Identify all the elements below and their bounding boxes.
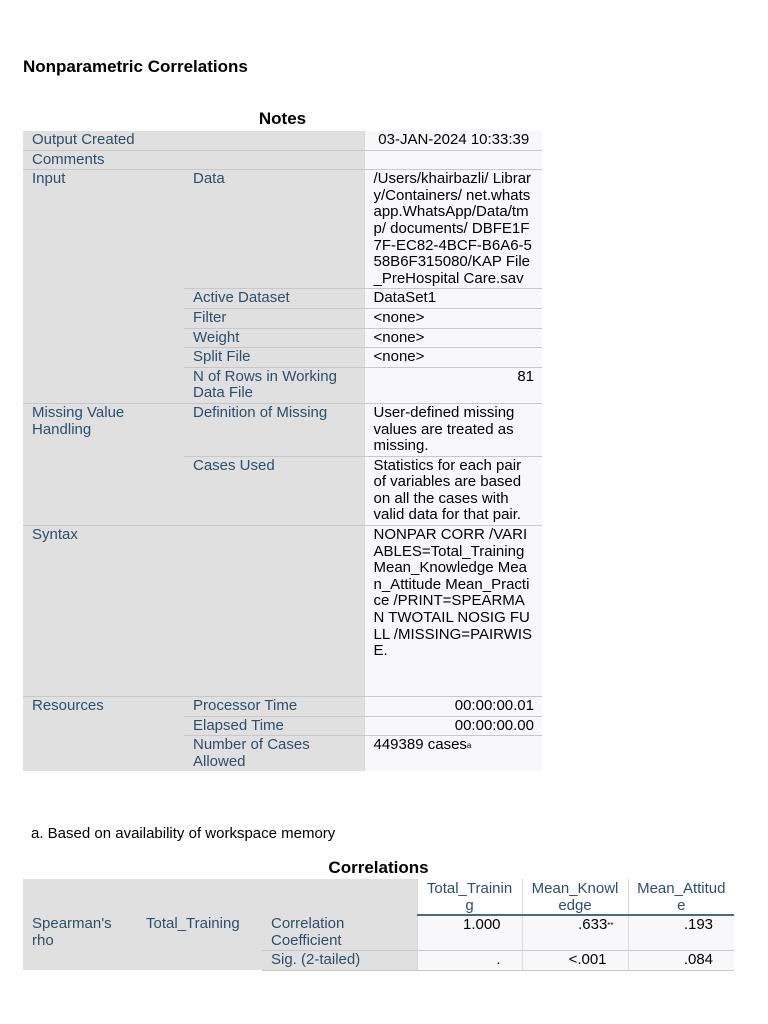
row-variable-label: Total_Training [137,915,262,970]
row-group-label: Spearman's rho [23,915,137,970]
table-row [23,131,542,150]
correlation-value: 1.000 [417,915,522,951]
correlation-value-text: .633 [578,916,608,934]
input-label: Input [23,170,184,404]
table-row [23,403,542,456]
elapsed-time-value: 00:00:00.00 [364,716,542,736]
output-created-label: Output Created [23,131,364,150]
correlations-table-title: Correlations [328,858,429,877]
correlation-value [522,915,628,951]
table-row [23,526,542,697]
processor-time-value: 00:00:00.01 [364,697,542,717]
n-rows-label: N of Rows in Working Data File [184,367,364,403]
filter-value: <none> [364,308,542,328]
data-label: Data [184,170,364,289]
weight-label: Weight [184,328,364,348]
syntax-label: Syntax [23,526,364,697]
correlation-value: .193 [628,915,734,951]
cases-used-label: Cases Used [184,456,364,525]
syntax-value: NONPAR CORR /VARIABLES=Total_Training Mean_Knowledge Mean_Attitude Mean_Practice /PRINT=SPEARMAN TWOTAIL NOSIG FULL /MISSING=PAIRWISE. [364,526,542,697]
elapsed-time-label: Elapsed Time [184,716,364,736]
active-dataset-label: Active Dataset [184,289,364,309]
comments-label: Comments [23,150,364,170]
definition-of-missing-label: Definition of Missing [184,403,364,456]
correlation-coefficient-label: Correlation Coefficient [262,915,417,951]
cases-used-value: Statistics for each pair of variables are based on all the cases with valid data for that pair. [364,456,542,525]
correlations-table [23,879,734,971]
table-row [23,697,542,717]
sig-value: . [417,951,522,971]
column-header: Mean_Knowledge [522,879,628,915]
table-row [23,150,542,170]
table-row [23,170,542,289]
notes-table [23,131,542,771]
table-row [23,915,734,951]
data-value: /Users/khairbazli/ Library/Containers/ net.whatsapp.WhatsApp/Data/tmp/ documents/ DBFE1F7F-EC82-4BCF-B6A6-558B6F315080/KAP File_PreHospital Care.sav [364,170,542,289]
split-file-value: <none> [364,348,542,368]
filter-label: Filter [184,308,364,328]
header-blank [23,879,417,915]
footnote-marker: a [466,741,472,751]
output-created-value: 03-JAN-2024 10:33:39 [364,131,542,150]
sig-value: .084 [628,951,734,971]
active-dataset-value: DataSet1 [364,289,542,309]
split-file-label: Split File [184,348,364,368]
number-of-cases-text: 449389 cases [373,736,467,754]
notes-table-title: Notes [258,109,307,128]
resources-label: Resources [23,697,184,772]
significance-marker: ** [607,921,614,931]
page-title: Nonparametric Correlations [23,57,248,76]
header-row [23,879,734,915]
missing-value-handling-label: Missing Value Handling [23,403,184,525]
sig-label: Sig. (2-tailed) [262,951,417,971]
definition-of-missing-value: User-defined missing values are treated as missing. [364,403,542,456]
column-header: Total_Training [417,879,522,915]
processor-time-label: Processor Time [184,697,364,717]
n-rows-value: 81 [364,367,542,403]
number-of-cases-value [364,736,542,772]
weight-value: <none> [364,328,542,348]
comments-value [364,150,542,170]
sig-value: <.001 [522,951,628,971]
column-header: Mean_Attitude [628,879,734,915]
number-of-cases-label: Number of Cases Allowed [184,736,364,772]
footnote: a. Based on availability of workspace memory [31,825,336,842]
